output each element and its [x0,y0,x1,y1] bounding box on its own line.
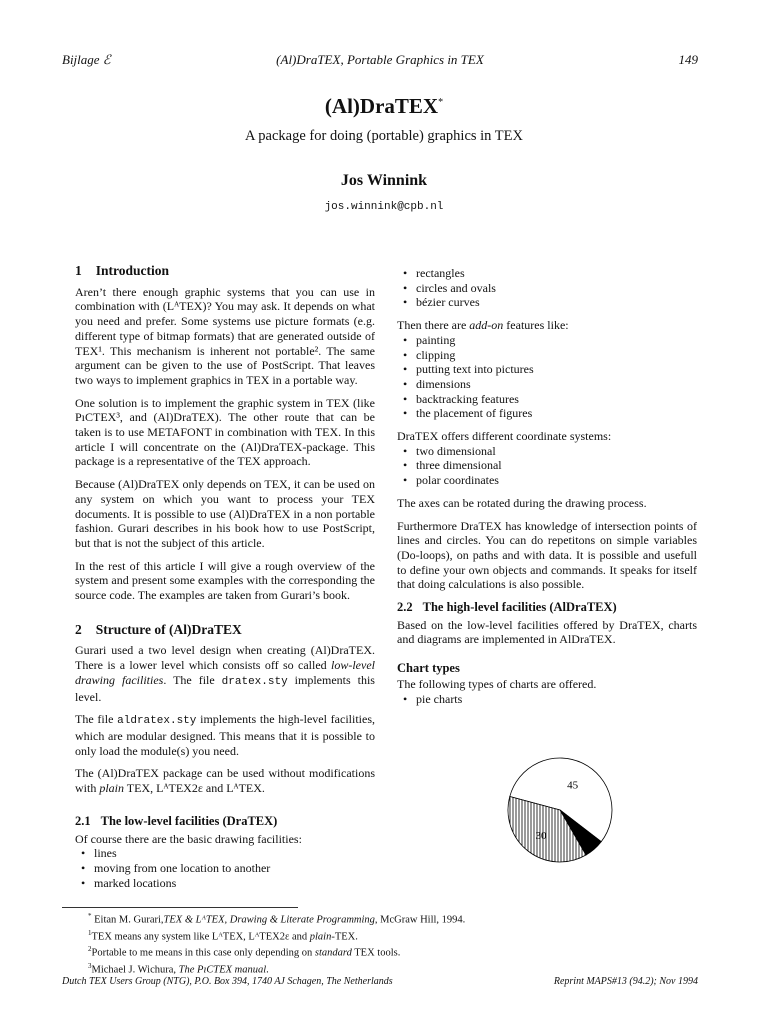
title-text: (Al)DraTΕX [324,94,439,118]
pie-chart [500,750,620,870]
further-para: Furthermore DraTΕX has knowledge of intersection points of lines and circles. You can do repetitons on simple variables (Do-loops), on paths and with data. It is possible and usefull to define your own objects and commands. It speaks for itself that doing calculations is also possible. [397,518,697,592]
sec1-para-3: Because (Al)DraTΕX only depends on TΕX, it can be used on any system on which you want to process your TΕX documents. It is possible to use (Al)DraTΕX in a non portable fashion. Gurari describes in his book how to use PostScript, but that is not the subject of this article. [75,477,375,550]
subsection-2-2-heading: 2.2 The high-level facilities (AlDraTΕX) [397,600,617,615]
footnotes [88,910,708,976]
sec2-para-1: Gurari used a two level design when creating (Al)DraTΕX. There is a lower level which consists off so called low-level drawing facilities. The file dratex.sty implements this level. [75,643,375,704]
author-email: jos.winnink@cpb.nl [324,201,444,213]
list-item: • painting [403,333,697,348]
title-footnote-mark: * [438,97,444,108]
list-item: • circles and ovals [403,281,697,296]
footnote: $^3$Michael J. Wichura, The PıCTΕX manual. [88,961,269,975]
list-item: • bézier curves [403,295,697,310]
sec2-para-2: The file aldratex.sty implements the high-level facilities, which are modular designed. This means that it is possible to only load the module(s) you need. [75,712,375,758]
file-name: aldratex.sty [117,715,197,728]
list-item: • three dimensional [403,458,697,473]
page-number: 149 [678,52,698,67]
file-name: dratex.sty [221,675,288,688]
list-item: • dimensions [403,377,697,392]
list-item: • backtracking features [403,392,697,407]
pie-label: 45 [567,779,579,792]
list-item: • rectangles [403,266,697,281]
list-item: • pie charts [403,692,697,707]
left-column [75,264,375,898]
article-title [0,94,768,119]
list-item: • marked locations [81,876,375,891]
chart-types-list [397,692,697,707]
footer-left: Dutch TΕX Users Group (NTG), P.O. Box 394, 1740 AJ Schagen, The Netherlands [62,976,393,987]
running-head-title: (Al)DraTΕX, Portable Graphics in TΕX [276,52,484,67]
section-2-heading: 2 Structure of (Al)DraTΕX [75,621,242,637]
addon-features-list [397,333,697,421]
sec1-para-4: In the rest of this article I will give a rough overview of the system and present some examples with the corresponding the source code. The examples are taken from Gurari’s book. [75,558,375,603]
footnote: $^1$TΕX means any system like LᴬTΕX, LᴬTΕX2ε and plain-TΕX. [88,928,358,942]
author-name: Jos Winnink [340,172,428,189]
sec2-para-3: The (Al)DraTΕX package can be used without modifications with plain TΕX, LᴬTΕX2ε and LᴬTΕX. [75,766,375,796]
footnote-rule [62,907,298,908]
right-column [397,266,697,714]
footnote: * Eitan M. Gurari,TΕX & LᴬTΕX, Drawing & Literate Programming, McGraw Hill, 1994. [88,912,466,926]
list-item: • lines [81,846,375,861]
sec1-para-1: Aren’t there enough graphic systems that you can use in combination with (LᴬTΕX)? You may ask. It depends on what you need and prefer. Some systems use picture formats (e.g. different type of bitmap formats) that are generated outside of TΕX¹. This mechanism is inherent not portable². The same argument can be given to the use of PostScript. That leaves two ways to implement graphics in TΕX in a portable way. [75,284,375,387]
chart-types-heading: Chart types [397,661,460,676]
coordinate-systems-list [397,444,697,488]
list-item: • clipping [403,348,697,363]
footer-right: Reprint MAPS#13 (94.2); Nov 1994 [553,976,698,987]
pie-label: 5 [577,828,584,841]
subsection-2-1-heading: 2.1 The low-level facilities (DraTΕX) [75,813,278,828]
list-item: • moving from one location to another [81,861,375,876]
article-subtitle: A package for doing (portable) graphics in TΕX [245,128,523,144]
sec21-intro: Of course there are the basic drawing facilities: [75,831,302,846]
footnote: $^2$Portable to me means in this case only depending on standard TΕX tools. [88,945,401,959]
list-item: • polar coordinates [403,473,697,488]
sec1-para-2: One solution is to implement the graphic system in TΕX (like PıCTΕX³, and (Al)DraTΕX). The other route that can be taken is to use METAFONT in combination with TΕX. In this article I will concentrate on the (Al)DraTΕX-package. This package is a representative of the TΕX approach. [75,395,375,469]
running-head-left: Bijlage ℰ [62,52,111,67]
basic-facilities-list-cont [397,266,697,310]
sec22-para: Based on the low-level facilities offered by DraTΕX, charts and diagrams are implemented in AlDraTΕX. [397,617,697,647]
addon-intro: Then there are add-on features like: [397,318,569,333]
list-item: • putting text into pictures [403,362,697,377]
coord-intro: DraTΕX offers different coordinate systems: [397,429,612,444]
section-1-heading: 1 Introduction [75,263,170,278]
axes-para: The axes can be rotated during the drawing process. [397,495,647,510]
pie-label: 30 [535,829,547,842]
list-item: • two dimensional [403,444,697,459]
basic-facilities-list [75,846,375,890]
list-item: • the placement of figures [403,406,697,421]
chart-types-intro: The following types of charts are offered. [397,676,597,691]
